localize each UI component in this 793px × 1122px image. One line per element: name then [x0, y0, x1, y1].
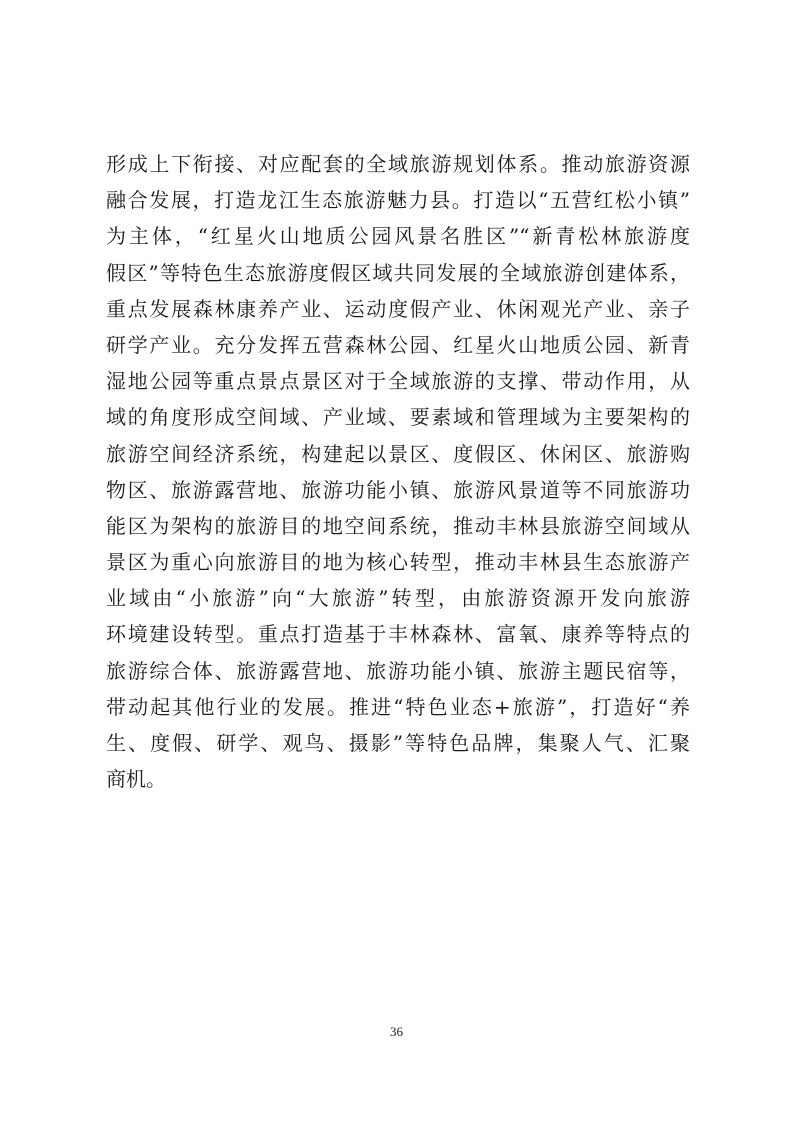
text-line: 环境建设转型。重点打造基于丰林森林、富氧、康养等特点的: [106, 622, 690, 647]
text-line: 能区为架构的旅游目的地空间系统，推动丰林县旅游空间域从: [106, 513, 690, 538]
text-line: 物区、旅游露营地、旅游功能小镇、旅游风景道等不同旅游功: [106, 477, 690, 502]
page-number: 36: [390, 1024, 403, 1039]
text-line: 为主体，“红星火山地质公园风景名胜区”“新青松林旅游度: [106, 224, 690, 249]
text-line: 商机。: [106, 767, 166, 792]
text-line: 生、度假、研学、观鸟、摄影”等特色品牌，集聚人气、汇聚: [106, 731, 690, 755]
text-line: 假区”等特色生态旅游度假区域共同发展的全域旅游创建体系，: [106, 260, 690, 285]
text-line: 域的角度形成空间域、产业域、要素域和管理域为主要架构的: [106, 405, 690, 430]
text-line: 旅游综合体、旅游露营地、旅游功能小镇、旅游主题民宿等，: [106, 658, 690, 683]
text-line: 研学产业。充分发挥五营森林公园、红星火山地质公园、新青: [106, 332, 690, 357]
text-line: 带动起其他行业的发展。推进“特色业态+旅游”，打造好“养: [106, 694, 690, 719]
text-line: 旅游空间经济系统，构建起以景区、度假区、休闲区、旅游购: [106, 441, 690, 466]
text-line: 形成上下衔接、对应配套的全域旅游规划体系。推动旅游资源: [106, 152, 690, 176]
text-line: 业域由“小旅游”向“大旅游”转型，由旅游资源开发向旅游: [106, 586, 690, 611]
text-line: 湿地公园等重点景点景区对于全域旅游的支撑、带动作用，从: [106, 369, 690, 394]
text-line: 重点发展森林康养产业、运动度假产业、休闲观光产业、亲子: [106, 296, 690, 321]
text-line: 融合发展，打造龙江生态旅游魅力县。打造以“五营红松小镇”: [106, 188, 690, 213]
text-line: 景区为重心向旅游目的地为核心转型，推动丰林县生态旅游产: [106, 550, 690, 575]
body-paragraph: [106, 146, 690, 797]
